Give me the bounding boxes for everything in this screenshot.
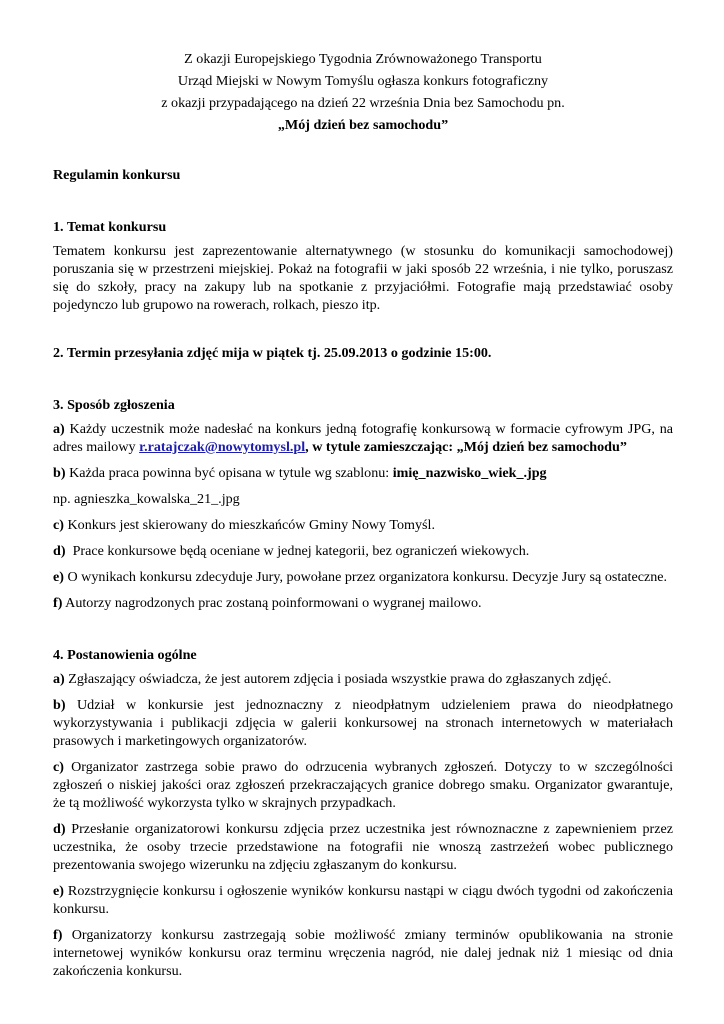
section-4-item-e xyxy=(53,882,673,918)
filename-template: imię_nazwisko_wiek_.jpg xyxy=(392,465,547,481)
section-3-item-d xyxy=(53,542,673,560)
item-text: Konkurs jest skierowany do mieszkańców Gminy Nowy Tomyśl. xyxy=(63,517,435,533)
item-label: c) xyxy=(53,759,64,775)
section-3-item-f xyxy=(53,594,673,612)
header-line-2: Urząd Miejski w Nowym Tomyślu ogłasza konkurs fotograficzny xyxy=(177,73,549,89)
section-3-item-b xyxy=(53,464,673,482)
section-1 xyxy=(53,218,673,314)
item-label: f) xyxy=(53,595,63,611)
item-label: b) xyxy=(53,697,66,713)
section-3-example: np. agnieszka_kowalska_21_.jpg xyxy=(53,491,240,507)
section-3-item-a xyxy=(53,420,673,456)
section-4-item-a xyxy=(53,670,673,688)
header-line-3: z okazji przypadającego na dzień 22 września Dnia bez Samochodu pn. xyxy=(161,95,565,111)
item-text: Organizatorzy konkursu zastrzegają sobie możliwość zmiany terminów opublikowania na stronie internetowej wyników konkursu oraz terminu wręczenia nagród, nie dalej jednak niż 1 miesiąc od dnia zakończenia konkursu. xyxy=(53,927,673,979)
section-4-item-f xyxy=(53,926,673,980)
section-4-heading: 4. Postanowienia ogólne xyxy=(53,647,197,663)
document-page xyxy=(53,50,673,988)
item-text: Zgłaszający oświadcza, że jest autorem zdjęcia i posiada wszystkie prawa do zgłaszanych zdjęć. xyxy=(64,671,612,687)
section-3-heading: 3. Sposób zgłoszenia xyxy=(53,397,175,413)
section-4-item-d xyxy=(53,820,673,874)
item-text: Udział w konkursie jest jednoznaczny z nieodpłatnym udzieleniem prawa do nieodpłatnego wykorzystywania i publikacji zdjęcia w galerii konkursowej na stronach internetowych w materiałach prasowych i marketingowych organizatorów. xyxy=(53,697,673,749)
section-1-heading: 1. Temat konkursu xyxy=(53,219,167,235)
contest-title: „Mój dzień bez samochodu” xyxy=(277,117,449,133)
section-3 xyxy=(53,396,673,612)
header-line-1: Z okazji Europejskiego Tygodnia Zrównoważonego Transportu xyxy=(184,51,542,67)
item-text: O wynikach konkursu zdecyduje Jury, powołane przez organizatora konkursu. Decyzje Jury są ostateczne. xyxy=(63,569,668,585)
section-2-heading: 2. Termin przesyłania zdjęć mija w piątek tj. 25.09.2013 o godzinie 15:00. xyxy=(53,345,492,361)
section-4-item-b xyxy=(53,696,673,750)
section-3-item-e xyxy=(53,568,673,586)
item-text: Przesłanie organizatorowi konkursu zdjęcia przez uczestnika jest równoznaczne z zapewnieniem przez uczestnika, że osoby trzecie przedstawione na fotografii nie wnoszą zastrzeżeń wobec publicznego prezentowania swojego wizerunku na zdjęciu zgłaszanym do konkursu. xyxy=(53,821,673,873)
regulamin-title: Regulamin konkursu xyxy=(53,167,181,183)
item-text: Każda praca powinna być opisana w tytule wg szablonu: xyxy=(65,465,393,481)
item-label: e) xyxy=(53,569,64,585)
item-text-tail: , w tytule zamieszczając: „Mój dzień bez samochodu” xyxy=(305,439,627,455)
section-4-item-c xyxy=(53,758,673,812)
section-3-item-c xyxy=(53,516,673,534)
item-text: Prace konkursowe będą oceniane w jednej kategorii, bez ograniczeń wiekowych. xyxy=(65,543,530,559)
item-label: a) xyxy=(53,421,65,437)
item-label: f) xyxy=(53,927,63,943)
document-header xyxy=(53,50,673,134)
section-1-body: Tematem konkursu jest zaprezentowanie alternatywnego (w stosunku do komunikacji samochodowej) poruszania się w przestrzeni miejskiej. Pokaż na fotografii w jaki sposób 22 września, i nie tylko, poruszasz się do szkoły, pracy na zakupy lub na spotkanie z przyjaciółmi. Fotografie mają przedstawiać osoby pojedynczo lub grupowo na rowerach, rolkach, pieszo itp. xyxy=(53,243,673,313)
email-link[interactable]: r.ratajczak@nowytomysl.pl xyxy=(139,439,306,455)
item-label: b) xyxy=(53,465,66,481)
item-text: Organizator zastrzega sobie prawo do odrzucenia wybranych zgłoszeń. Dotyczy to w szczególności zgłoszeń o niskiej jakości oraz zgłoszeń przekraczających granice dobrego smaku. Organizator gwarantuje, że tą możliwość wykorzysta tylko w skrajnych przypadkach. xyxy=(53,759,673,811)
item-label: d) xyxy=(53,821,66,837)
item-label: d) xyxy=(53,543,66,559)
item-label: c) xyxy=(53,517,64,533)
item-label: a) xyxy=(53,671,65,687)
item-label: e) xyxy=(53,883,64,899)
section-4 xyxy=(53,646,673,980)
item-text: Rozstrzygnięcie konkursu i ogłoszenie wyników konkursu nastąpi w ciągu dwóch tygodni od zakończenia konkursu. xyxy=(53,883,673,917)
item-text: Każdy uczestnik może nadesłać na konkurs jedną fotografię konkursową w formacie cyfrowym JPG, na adres mailowy xyxy=(53,421,673,455)
item-text: Autorzy nagrodzonych prac zostaną poinformowani o wygranej mailowo. xyxy=(62,595,482,611)
